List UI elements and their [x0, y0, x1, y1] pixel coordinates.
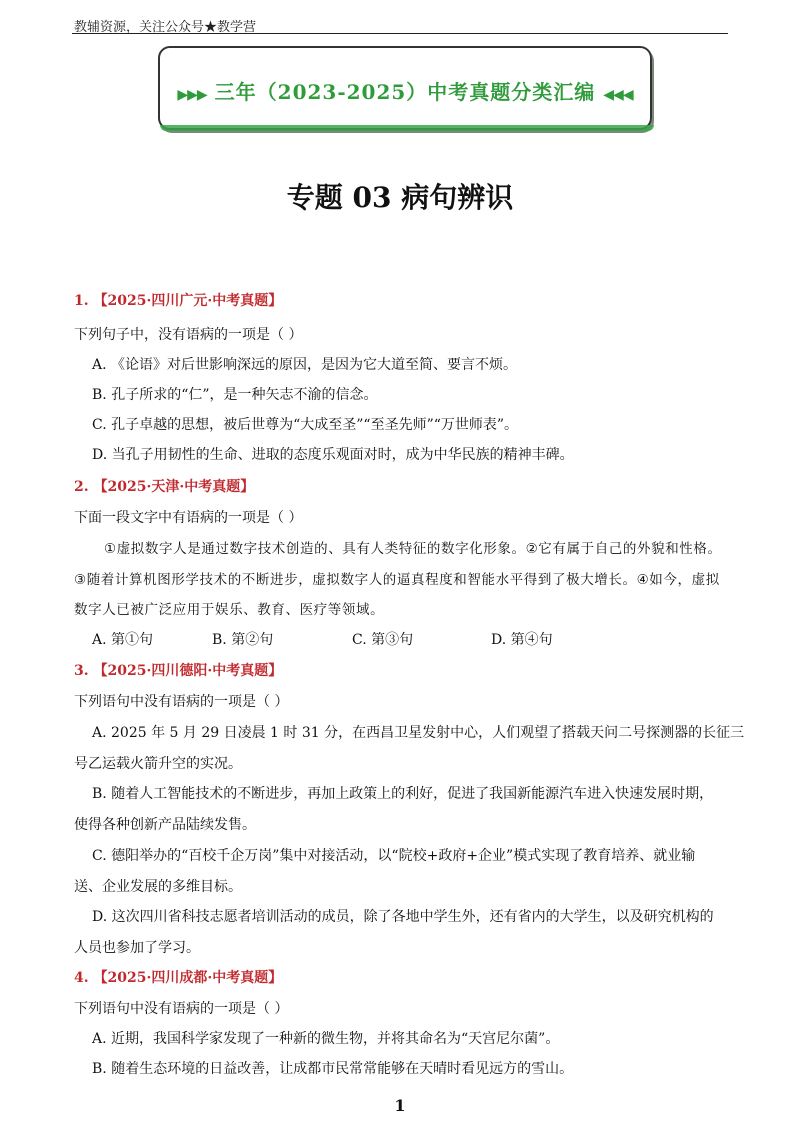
question-2-option-d: D. 第④句	[491, 632, 553, 648]
question-3-option-a-cont: 号乙运载火箭升空的实况。	[74, 756, 242, 772]
banner-underline	[160, 125, 654, 131]
question-3-option-a: A. 2025 年 5 月 29 日凌晨 1 时 31 分，在西昌卫星发射中心，人们观望了搭载天问二号探测器的长征三	[92, 725, 745, 741]
banner-box	[158, 46, 652, 130]
question-2-option-c: C. 第③句	[352, 632, 414, 648]
question-3-option-b: B. 随着人工智能技术的不断进步，再加上政策上的利好，促进了我国新能源汽车进入快速发展时期，	[92, 786, 714, 802]
question-3-option-d: D. 这次四川省科技志愿者培训活动的成员，除了各地中学生外，还有省内的大学生，以及研究机构的	[92, 909, 714, 925]
question-1-stem: 下列句子中，没有语病的一项是（ ）	[74, 327, 303, 343]
question-1-head: 1. 【2025·四川广元·中考真题】	[74, 293, 283, 309]
question-1-option-a: A. 《论语》对后世影响深远的原因，是因为它大道至简、要言不烦。	[92, 357, 518, 373]
question-4-stem: 下列语句中没有语病的一项是（ ）	[74, 1001, 289, 1017]
header-note: 教辅资源，关注公众号★教学营	[74, 20, 257, 35]
question-3-option-c-cont: 送、企业发展的多维目标。	[74, 879, 242, 895]
question-2-passage-line: ③随着计算机图形学技术的不断进步，虚拟数字人的逼真程度和智能水平得到了极大增长。④如今，虚拟	[74, 572, 720, 588]
question-2-passage-line: ①虚拟数字人是通过数字技术创造的、具有人类特征的数字化形象。②它有属于自己的外貌和性格。	[104, 541, 722, 557]
left-arrows-icon: ◀◀◀	[603, 87, 633, 103]
question-2-head: 2. 【2025·天津·中考真题】	[74, 479, 255, 495]
question-2-option-b: B. 第②句	[212, 632, 274, 648]
right-arrows-icon: ▶▶▶	[177, 87, 207, 103]
question-4-option-a: A. 近期，我国科学家发现了一种新的微生物，并将其命名为“天宫尼尔菌”。	[92, 1031, 560, 1047]
banner-title: 三年（2023-2025）中考真题分类汇编	[214, 80, 596, 104]
question-3-option-b-cont: 使得各种创新产品陆续发售。	[74, 817, 256, 833]
banner-text-row	[160, 76, 650, 105]
question-2-stem: 下面一段文字中有语病的一项是（ ）	[74, 510, 303, 526]
question-3-head: 3. 【2025·四川德阳·中考真题】	[74, 663, 283, 679]
question-1-option-d: D. 当孔子用韧性的生命、进取的态度乐观面对时，成为中华民族的精神丰碑。	[92, 447, 574, 463]
question-1-option-b: B. 孔子所求的“仁”，是一种矢志不渝的信念。	[92, 387, 378, 403]
question-1-option-c: C. 孔子卓越的思想，被后世尊为“大成至圣”“至圣先师”“万世师表”。	[92, 417, 519, 433]
question-3-option-c: C. 德阳举办的“百校千企万岗”集中对接活动，以“院校+政府+企业”模式实现了教育培养、就业输	[92, 848, 696, 864]
page-number: 1	[394, 1096, 406, 1115]
question-4-option-b: B. 随着生态环境的日益改善，让成都市民常常能够在天晴时看见远方的雪山。	[92, 1061, 574, 1077]
question-2-option-a: A. 第①句	[92, 632, 154, 648]
page-title: 专题 03 病句辨识	[286, 181, 514, 214]
question-3-stem: 下列语句中没有语病的一项是（ ）	[74, 694, 289, 710]
question-2-passage-line: 数字人已被广泛应用于娱乐、教育、医疗等领域。	[74, 602, 385, 618]
header-rule	[72, 33, 728, 34]
question-4-head: 4. 【2025·四川成都·中考真题】	[74, 970, 283, 986]
question-3-option-d-cont: 人员也参加了学习。	[74, 940, 200, 956]
